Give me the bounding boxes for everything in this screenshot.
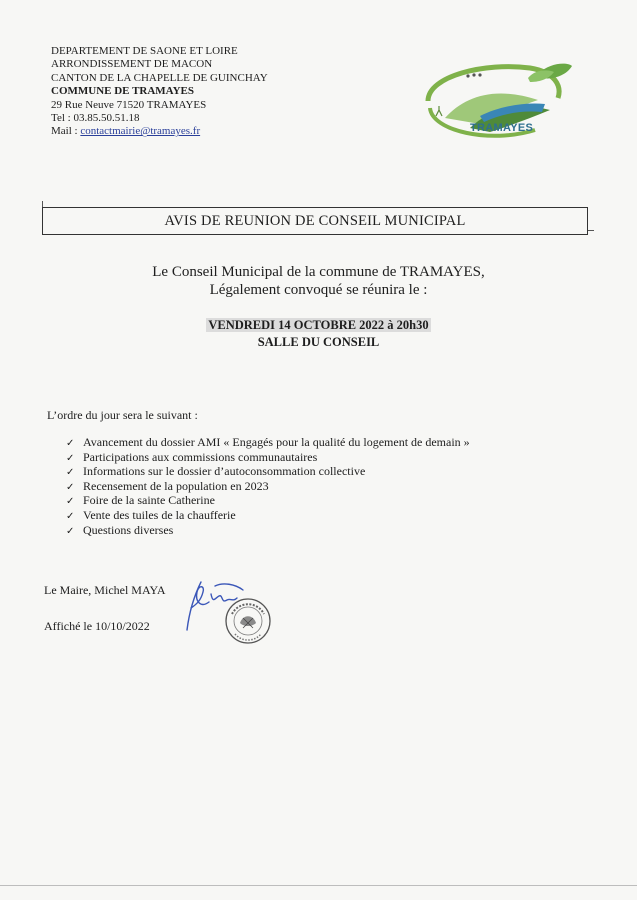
intro-line-1: Le Conseil Municipal de la commune de TRAMAYES, xyxy=(152,264,485,280)
intro-text xyxy=(0,263,637,299)
arrondissement-line: ARRONDISSEMENT DE MACON xyxy=(51,58,213,71)
check-icon: ✓ xyxy=(66,481,75,493)
mayor-signoff: Le Maire, Michel MAYA xyxy=(44,583,166,597)
agenda-item-text: Recensement de la population en 2023 xyxy=(83,478,269,493)
meeting-place: SALLE DU CONSEIL xyxy=(257,335,380,349)
commune-line: COMMUNE DE TRAMAYES xyxy=(51,85,195,98)
agenda-item xyxy=(66,436,470,451)
check-icon: ✓ xyxy=(66,496,75,508)
mail-label: Mail : xyxy=(51,125,81,138)
frame-tick xyxy=(588,230,594,231)
check-icon: ✓ xyxy=(66,510,75,522)
phone-line: Tel : 03.85.50.51.18 xyxy=(51,112,140,125)
posted-date: Affiché le 10/10/2022 xyxy=(44,619,150,633)
agenda-intro: L’ordre du jour sera le suivant : xyxy=(47,408,198,422)
check-icon: ✓ xyxy=(66,467,75,479)
agenda-item-text: Informations sur le dossier d’autoconsommation collective xyxy=(83,464,366,479)
agenda-item xyxy=(66,451,470,466)
town-hall-stamp-icon xyxy=(223,596,273,646)
check-icon: ✓ xyxy=(66,525,75,537)
agenda-item xyxy=(66,524,470,539)
agenda-item-text: Participations aux commissions communautaires xyxy=(83,449,318,464)
check-icon: ✓ xyxy=(66,438,75,449)
meeting-details xyxy=(0,317,637,351)
agenda-item xyxy=(66,494,470,509)
agenda-list xyxy=(66,436,470,538)
notice-title: AVIS DE REUNION DE CONSEIL MUNICIPAL xyxy=(42,207,588,235)
letterhead xyxy=(51,45,268,139)
page-edge-line xyxy=(0,885,637,886)
mail-line xyxy=(51,125,268,138)
meeting-date: VENDREDI 14 OCTOBRE 2022 à 20h30 xyxy=(208,318,429,332)
agenda-item-text: Vente des tuiles de la chaufferie xyxy=(83,507,236,522)
mail-link[interactable]: contactmairie@tramayes.fr xyxy=(80,125,201,138)
logo-text: TRAMAYES xyxy=(470,122,534,134)
agenda-item-text: Questions diverses xyxy=(83,522,174,537)
agenda-item xyxy=(66,509,470,524)
agenda-item-text: Foire de la sainte Catherine xyxy=(83,493,215,508)
address-line: 29 Rue Neuve 71520 TRAMAYES xyxy=(51,98,207,111)
canton-line: CANTON DE LA CHAPELLE DE GUINCHAY xyxy=(51,71,268,84)
department-line: DEPARTEMENT DE SAONE ET LOIRE xyxy=(51,45,238,57)
agenda-item-text: Avancement du dossier AMI « Engagés pour la qualité du logement de demain » xyxy=(83,435,470,449)
agenda-item xyxy=(66,480,470,495)
check-icon: ✓ xyxy=(66,452,75,464)
agenda-item xyxy=(66,465,470,480)
intro-line-2: Légalement convoqué se réunira le : xyxy=(209,282,428,298)
